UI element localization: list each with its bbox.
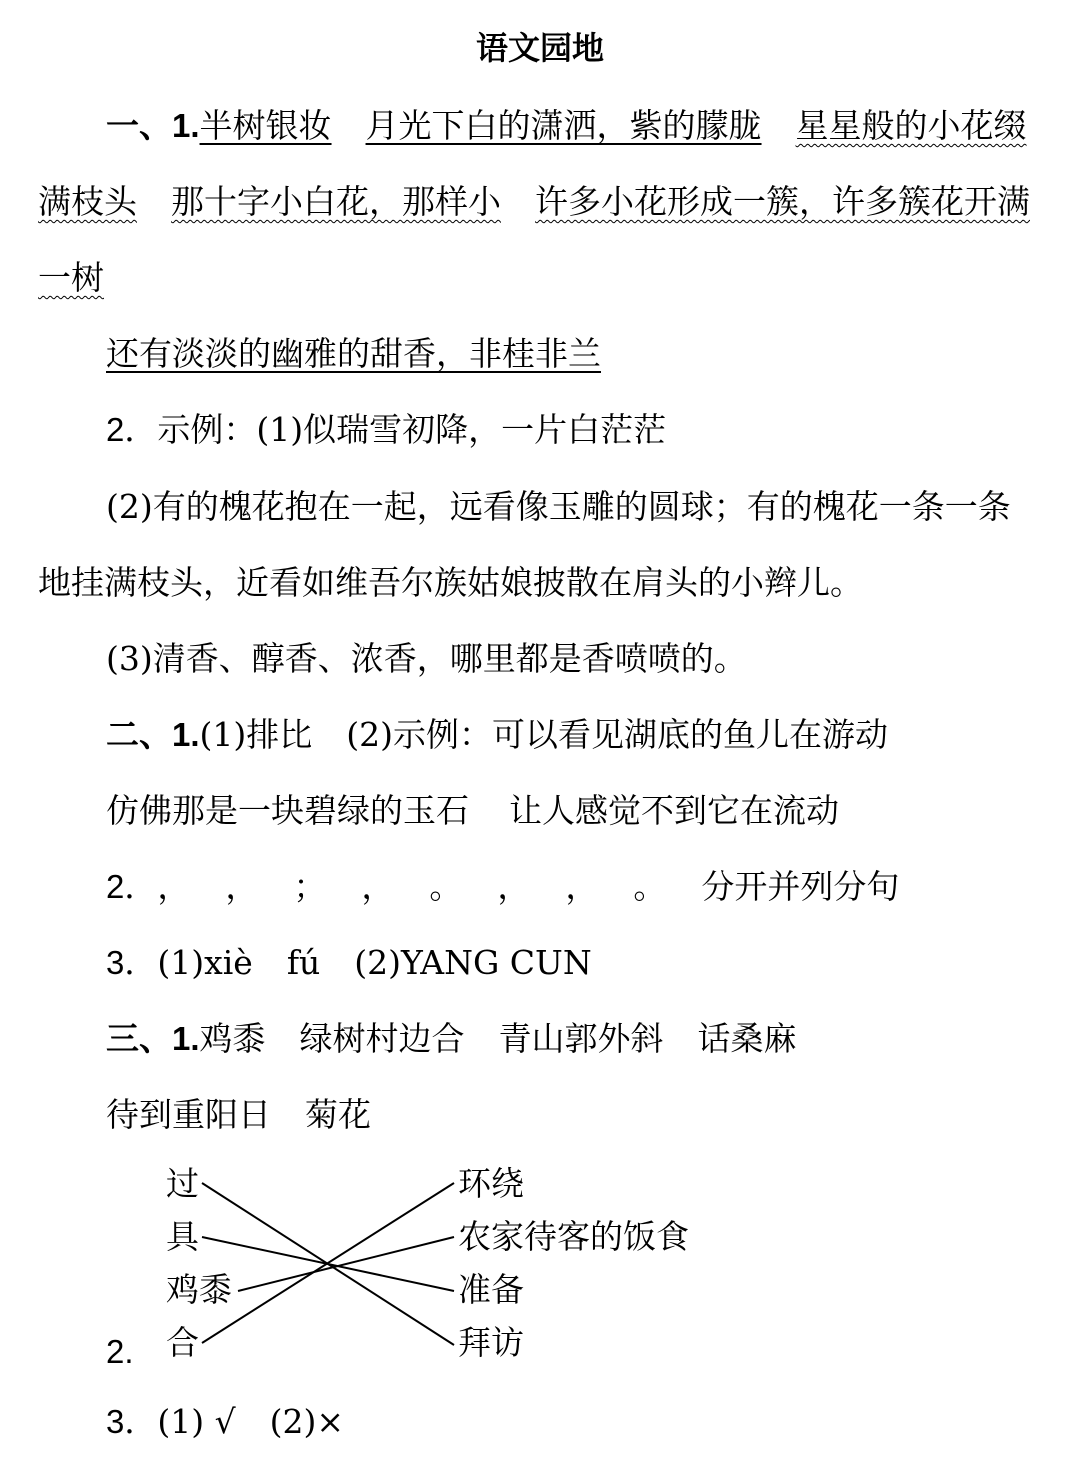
poem-part: 鸡黍: [199, 1019, 266, 1058]
answer-p6: 还有淡淡的幽雅的甜香，非桂非兰: [106, 334, 601, 373]
punct-mark: ；: [293, 867, 327, 906]
section2-item1-c2: 让人感觉不到它在流动: [509, 791, 839, 830]
section3-item2-num: 2.: [106, 1333, 134, 1370]
page-title: 语文园地: [475, 29, 604, 67]
punct-mark: ，: [565, 867, 599, 906]
poem-part: 菊花: [305, 1095, 371, 1134]
punct-mark: 。: [429, 867, 463, 906]
answer-p5b: 一树: [38, 258, 104, 297]
section1-item2-s2b: 地挂满枝头，近看如维吾尔族姑娘披散在肩头的小辫儿。: [38, 563, 863, 602]
punct-mark: ，: [497, 867, 531, 906]
section2-item2-num: 2．: [106, 868, 158, 905]
section2-item3-b: fú: [286, 943, 321, 982]
match-right-item: 准备: [458, 1270, 524, 1309]
section2-item1-num: 1.: [172, 716, 200, 753]
section3-item3-b: (2)×: [269, 1402, 345, 1441]
poem-part: 绿树村边合: [299, 1019, 465, 1058]
answer-p4: 那十字小白花，那样小: [171, 182, 501, 221]
answer-p3b: 满枝头: [38, 182, 137, 221]
punct-mark: ，: [361, 867, 395, 906]
section1-label: 一、: [106, 106, 172, 145]
answer-p1: 半树银妆: [199, 106, 332, 145]
section2-item3-num: 3．: [106, 944, 158, 981]
match-right-item: 农家待客的饭食: [458, 1217, 689, 1256]
punct-mark: 。: [633, 867, 667, 906]
poem-part: 待到重阳日: [106, 1095, 271, 1134]
section2-item3-c: (2)YANG CUN: [354, 943, 592, 982]
punct-mark: ，: [157, 867, 191, 906]
section1-item2-s3: (3)清香、醇香、浓香，哪里都是香喷喷的。: [106, 639, 747, 678]
answer-p3a: 星星般的小花缀: [795, 106, 1027, 145]
section1-item1-num: 1.: [172, 107, 200, 144]
section3-item3-a: (1) √: [157, 1402, 236, 1441]
match-left-item: 鸡黍: [166, 1270, 232, 1309]
match-left-item: 具: [166, 1217, 199, 1256]
section2-item1-b: (2)示例：可以看见湖底的鱼儿在游动: [346, 715, 889, 754]
answer-p2: 月光下白的潇洒，紫的朦胧: [365, 106, 762, 145]
section3-item3: [106, 1402, 344, 1442]
section2-item2-tail: 分开并列分句: [701, 867, 900, 906]
match-right-item: 环绕: [458, 1164, 524, 1203]
section3-label: 三、: [106, 1019, 172, 1058]
poem-part: 话桑麻: [697, 1019, 797, 1058]
punct-mark: ，: [225, 867, 259, 906]
section3-item1-num: 1.: [172, 1020, 200, 1057]
match-line: [238, 1237, 454, 1291]
answer-p5a: 许多小花形成一簇，许多簇花开满: [535, 182, 1030, 221]
section1-item2-s2a: (2)有的槐花抱在一起，远看像玉雕的圆球；有的槐花一条一条: [106, 487, 1011, 526]
section2-item1-c1: 仿佛那是一块碧绿的玉石: [106, 791, 469, 830]
section3-item3-num: 3．: [106, 1403, 158, 1440]
match-left-item: 过: [166, 1164, 199, 1203]
match-left-item: 合: [166, 1323, 199, 1362]
section2-item3-a: (1)xiè: [157, 943, 253, 982]
section1-item2-num: 2．: [106, 411, 158, 448]
match-right-item: 拜访: [458, 1323, 524, 1362]
section2-label: 二、: [106, 715, 172, 754]
poem-part: 青山郭外斜: [498, 1019, 664, 1058]
section2-item1-a: (1)排比: [199, 715, 313, 754]
section1-item2-lead: 示例：(1)似瑞雪初降，一片白茫茫: [157, 410, 667, 449]
